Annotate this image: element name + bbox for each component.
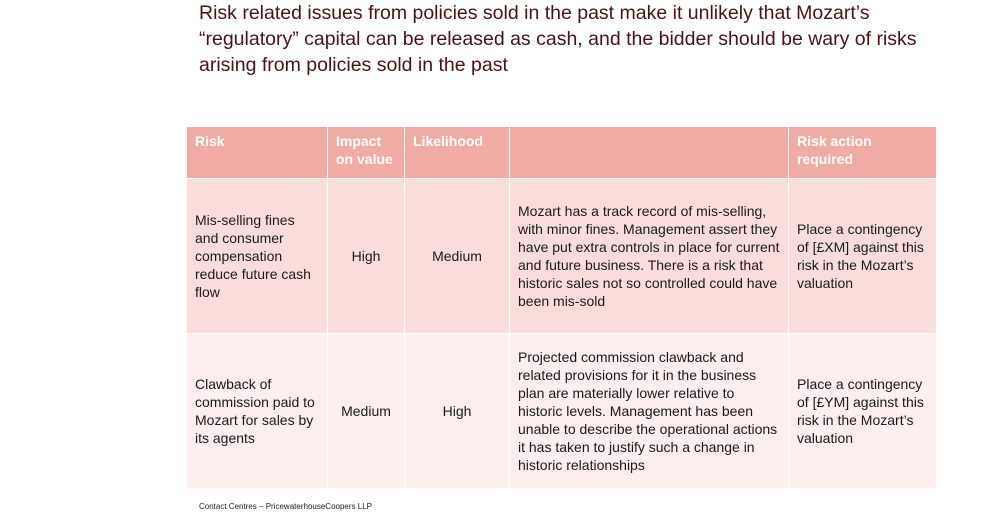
table-row (187, 334, 937, 489)
action-cell: Place a contingency of [£YM] against this risk in the Mozart’s valuation (789, 334, 937, 489)
header-description (510, 127, 789, 179)
likelihood-cell: Medium (405, 179, 510, 334)
action-cell: Place a contingency of [£XM] against this risk in the Mozart’s valuation (789, 179, 937, 334)
description-cell: Mozart has a track record of mis-selling, with minor fines. Management assert they have put extra controls in place for current and future business. There is a risk that historic sales not so controlled could have been mis-sold (510, 179, 789, 334)
header-likelihood: Likelihood (405, 127, 510, 179)
header-impact: Impact on value (328, 127, 405, 179)
table-row (187, 179, 937, 334)
risk-cell: Mis-selling fines and consumer compensation reduce future cash flow (187, 179, 328, 334)
likelihood-cell: High (405, 334, 510, 489)
description-cell: Projected commission clawback and related provisions for it in the business plan are materially lower relative to historic levels. Management has been unable to describe the operational actions it has taken to justify such a change in historic relationships (510, 334, 789, 489)
table-header-row (187, 127, 937, 179)
impact-cell: High (328, 179, 405, 334)
footer-text: Contact Centres – PricewaterhouseCoopers LLP (199, 502, 372, 511)
page-title: Risk related issues from policies sold in the past make it unlikely that Mozart’s “regulatory” capital can be released as cash, and the bidder should be wary of risks arising from policies sold in the past (199, 2, 917, 76)
impact-cell: Medium (328, 334, 405, 489)
header-risk: Risk (187, 127, 328, 179)
header-action: Risk action required (789, 127, 937, 179)
risk-table (186, 126, 937, 489)
risk-cell: Clawback of commission paid to Mozart for sales by its agents (187, 334, 328, 489)
